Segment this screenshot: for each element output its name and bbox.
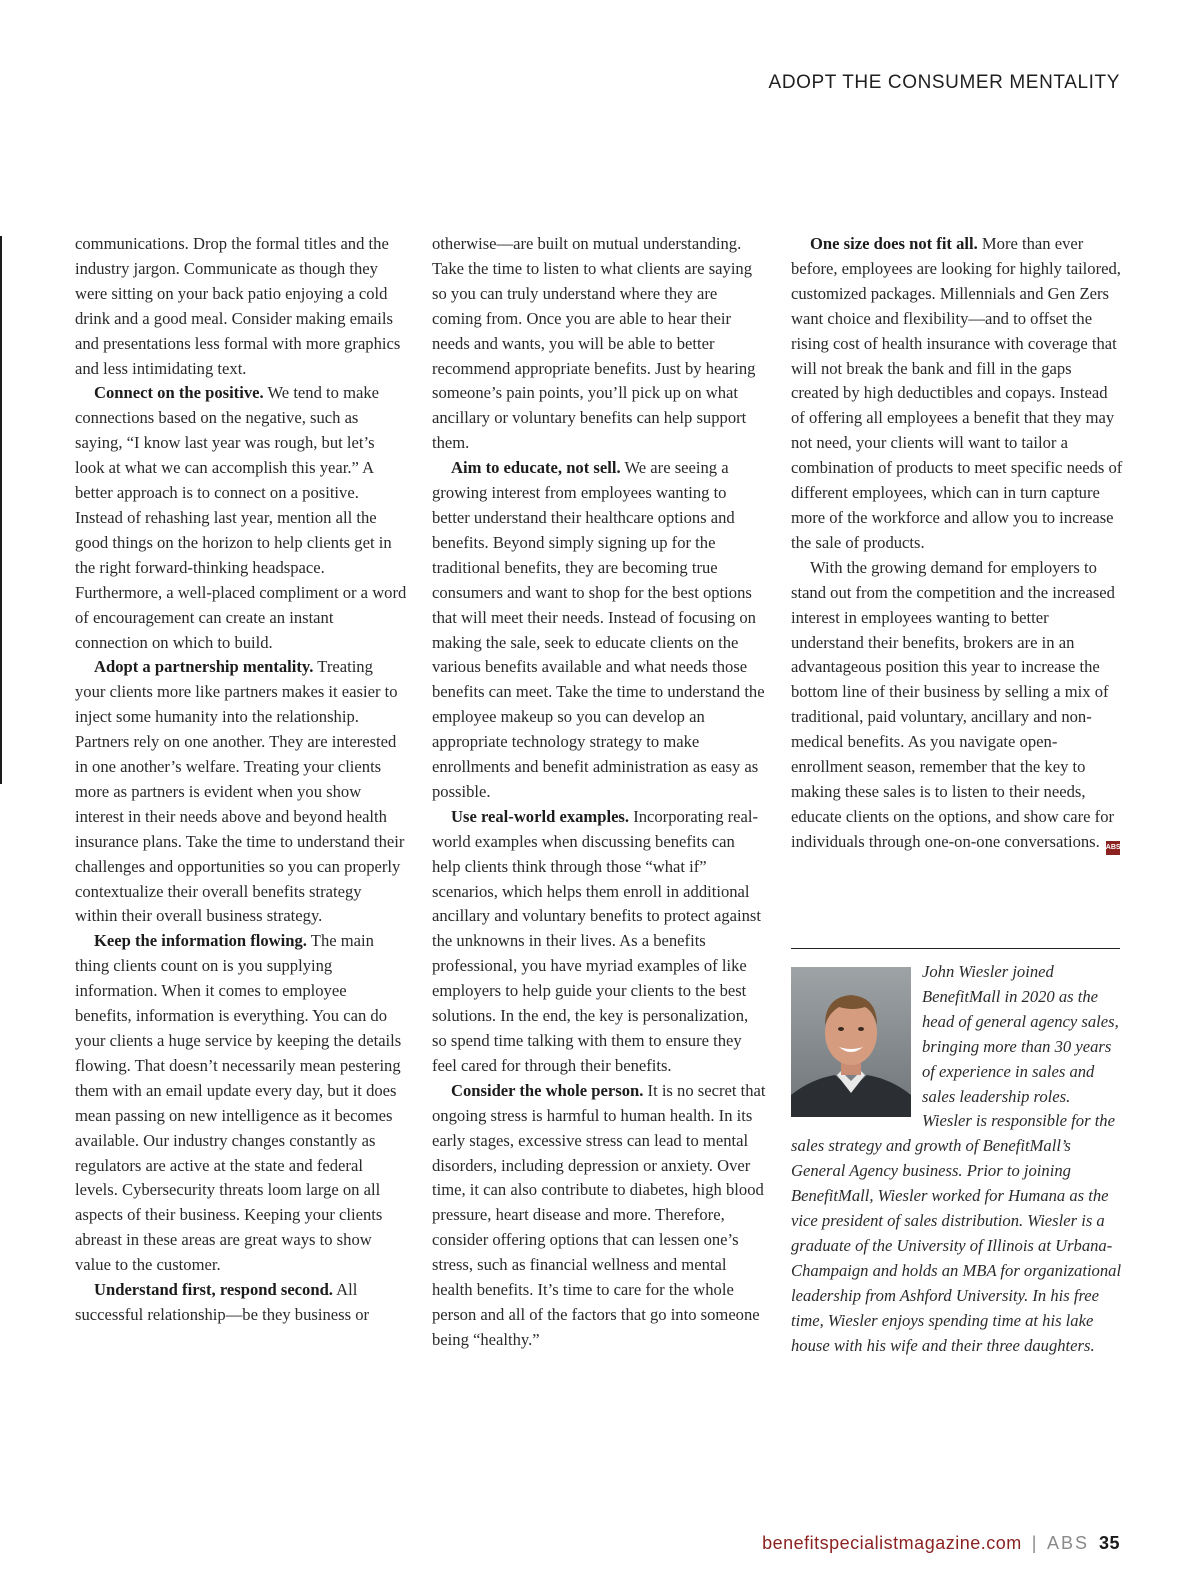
author-bio: [791, 960, 1123, 1359]
paragraph-body: More than ever before, employees are looking for highly tailored, customized packages. Millennials and Gen Zers want choice and flexibility—and to offset the rising cost of health insurance with coverage that will not break the bank and fill in the gaps created by high deductibles and copays. Instead of offering all employees a benefit that they may not need, your clients will want to tailor a combination of products to meet specific needs of different employees, which can in turn capture more of the workforce and allow you to increase the sale of products.: [791, 234, 1123, 552]
headshot-spacer: [791, 960, 922, 1130]
paragraph-body: We tend to make connections based on the negative, such as saying, “I know last year was rough, but let’s look at what we can accomplish this year.” A better approach is to connect on a positive. Instead of rehashing last year, mention all the good things on the horizon to help clients get in the right forward-thinking headspace. Furthermore, a well-placed compliment or a word of encouragement can create an instant connection on which to build.: [75, 383, 407, 652]
paragraph: [75, 929, 407, 1278]
paragraph: [75, 655, 407, 929]
subheading: Aim to educate, not sell.: [451, 458, 621, 478]
paragraph-body: Treating your clients more like partners makes it easier to inject some humanity into the relationship. Partners rely on one another. They are interested in one another’s welfare. Treating your clients more as partners is evident when you show interest in their needs above and beyond health insurance plans. Take the time to understand their challenges and opportunities so you can properly contextualize their overall benefits strategy within their overall business strategy.: [75, 657, 405, 926]
paragraph-body: We are seeing a growing interest from employees wanting to better understand their healthcare options and benefits. Beyond simply signing up for the traditional benefits, they are becoming true consumers and want to shop for the best options that will meet their needs. Instead of focusing on making the sale, seek to educate clients on the various benefits available and what needs those benefits can meet. Take the time to understand the employee makeup so you can develop an appropriate technology strategy to make enrollments and benefit administration as easy as possible.: [432, 458, 765, 801]
margin-rule: [0, 236, 2, 784]
footer-separator: |: [1031, 1533, 1037, 1553]
article-column-3: [791, 232, 1123, 855]
paragraph-body: With the growing demand for employers to stand out from the competition and the increased interest in employees wanting to better understand their benefits, brokers are in an advantageous position this year to increase the bottom line of their business by selling a mix of traditional, paid voluntary, ancillary and non-medical benefits. As you navigate open-enrollment season, remember that the key to making these sales is to listen to their needs, educate clients on the options, and show care for individuals through one-on-one conversations.: [791, 557, 1115, 851]
paragraph: [432, 805, 766, 1079]
paragraph-body: It is no secret that ongoing stress is harmful to human health. In its early stages, excessive stress can lead to mental disorders, including depression or anxiety. Over time, it can also contribute to diabetes, high blood pressure, heart disease and more. Therefore, consider offering options that can lessen one’s stress, such as financial wellness and mental health benefits. It’s time to care for the whole person and all of the factors that go into someone being “healthy.”: [432, 1080, 766, 1349]
paragraph: [75, 1278, 407, 1328]
subheading: Connect on the positive.: [94, 383, 264, 403]
paragraph: [432, 456, 766, 805]
paragraph: otherwise—are built on mutual understanding. Take the time to listen to what clients are saying so you can truly understand where they are coming from. Once you are able to hear their needs and wants, you will be able to better recommend appropriate benefits. Just by hearing someone’s pain points, you’ll pick up on what ancillary or voluntary benefits can help support them.: [432, 234, 756, 453]
paragraph-body: The main thing clients count on is you supplying information. When it comes to employee benefits, information is everything. You can do your clients a huge service by keeping the details flowing. That doesn’t necessarily mean pestering them with an email update every day, but it does mean passing on new intelligence as it becomes available. Our industry changes constantly as regulators are active at the state and federal levels. Cybersecurity threats loom large on all aspects of their business. Keeping your clients abreast in these areas are great ways to show value to the customer.: [75, 931, 402, 1275]
article-column-2: [432, 232, 766, 1353]
paragraph: [791, 232, 1123, 556]
page-footer: [762, 1533, 1120, 1554]
article-column-1: [75, 232, 407, 1328]
paragraph: communications. Drop the formal titles and the industry jargon. Communicate as though they were sitting on your back patio enjoying a cold drink and a good meal. Consider making emails and presentations less formal with more graphics and less intimidating text.: [75, 234, 401, 378]
subheading: One size does not fit all.: [810, 234, 978, 253]
subheading: Use real-world examples.: [451, 806, 630, 826]
end-of-article-icon: ABS: [1106, 841, 1120, 855]
paragraph: [791, 556, 1123, 855]
section-title: ADOPT THE CONSUMER MENTALITY: [768, 72, 1120, 93]
subheading: Consider the whole person.: [451, 1080, 644, 1100]
paragraph-body: All successful relationship—be they business or: [75, 1280, 370, 1324]
subheading: Understand first, respond second.: [94, 1280, 333, 1300]
paragraph: [75, 381, 407, 655]
paragraph: [432, 1079, 766, 1353]
bio-divider: [791, 948, 1120, 949]
subheading: Adopt a partnership mentality.: [94, 657, 314, 677]
website-link[interactable]: benefitspecialistmagazine.com: [762, 1533, 1022, 1553]
magazine-name: ABS: [1046, 1533, 1089, 1553]
page-number: 35: [1098, 1533, 1120, 1553]
subheading: Keep the information flowing.: [94, 931, 307, 951]
paragraph-body: Incorporating real-world examples when discussing benefits can help clients think through those “what if” scenarios, which helps them enroll in additional ancillary and voluntary benefits to protect against the unknowns in their lives. As a benefits professional, you have myriad examples of like employers to help guide your clients to the best solutions. In the end, the key is personalization, so spend time talking with them to ensure they feel cared for through their benefits.: [432, 806, 761, 1075]
bio-text: John Wiesler joined BenefitMall in 2020 as the head of general agency sales, bringing more than 30 years of experience in sales and sales leadership roles. Wiesler is responsible for the sales strategy and growth of BenefitMall’s General Agency business. Prior to joining BenefitMall, Wiesler worked for Humana as the vice president of sales distribution. Wiesler is a graduate of the University of Illinois at Urbana-Champaign and holds an MBA for organizational leadership from Ashford University. In his free time, Wiesler enjoys spending time at his lake house with his wife and their three daughters.: [791, 962, 1122, 1355]
